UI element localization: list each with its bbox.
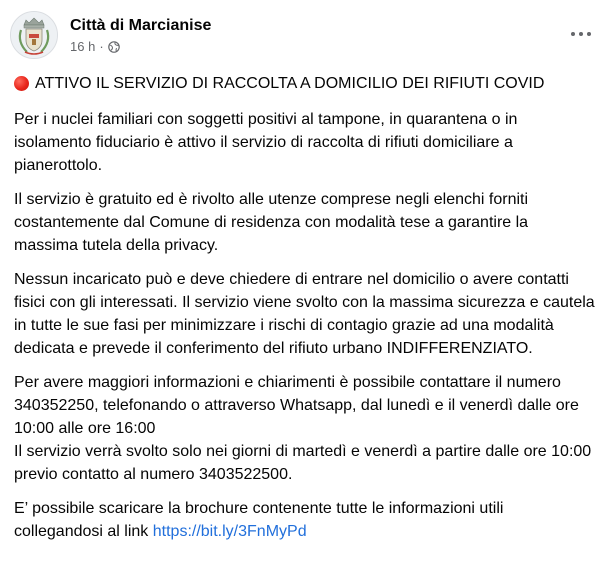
post-paragraph: Nessun incaricato può e deve chiedere di entrare nel domicilio o avere contatti fisici con gli interessati. Il servizio viene svolto con la massima sicurezza e cautela in tutte le sue fasi per minimizzare i rischi di contagio grazie ad una modalità dedicata e prevede il conferimento del rifiuto urbano INDIFFERENZIATO. (14, 271, 595, 357)
page-avatar[interactable] (10, 11, 58, 59)
post-timestamp[interactable]: 16 h (70, 38, 96, 54)
more-options-icon[interactable] (565, 24, 597, 44)
post-paragraph: Per i nuclei familiari con soggetti positivi al tampone, in quarantena o in isolamento fiduciario è attivo il servizio di raccolta di rifiuti domiciliare a pianerottolo. (14, 111, 518, 174)
post-headline-row (14, 72, 595, 95)
separator-dot: · (99, 38, 104, 54)
globe-icon[interactable] (108, 41, 120, 53)
post-subline (70, 39, 211, 55)
coat-of-arms-icon (11, 12, 57, 58)
red-circle-icon (14, 76, 29, 91)
post-paragraph-with-link (14, 497, 595, 543)
post-paragraph: Il servizio è gratuito ed è rivolto alle utenze comprese negli elenchi forniti costantemente dal Comune di residenza con modalità tese a garantire la massima tutela della privacy. (14, 191, 529, 254)
post-paragraph: Per avere maggiori informazioni e chiarimenti è possibile contattare il numero 340352250, telefonando o attraverso Whatsapp, dal lunedì e il venerdì dalle ore 10:00 alle ore 16:00 (14, 374, 579, 437)
post-header (10, 10, 599, 60)
post-paragraph-text: E’ possibile scaricare la brochure contenente tutte le informazioni utili collegandosi al link (14, 500, 504, 540)
page-name[interactable]: Città di Marcianise (70, 16, 212, 34)
post-meta (70, 16, 211, 55)
brochure-link[interactable]: https://bit.ly/3FnMyPd (152, 523, 307, 540)
post-body (14, 72, 595, 554)
post-paragraph: Il servizio verrà svolto solo nei giorni di martedì e venerdì a partire dalle ore 10:00 previo contatto al numero 3403522500. (14, 443, 592, 483)
post-headline: ATTIVO IL SERVIZIO DI RACCOLTA A DOMICILIO DEI RIFIUTI COVID (35, 75, 545, 92)
